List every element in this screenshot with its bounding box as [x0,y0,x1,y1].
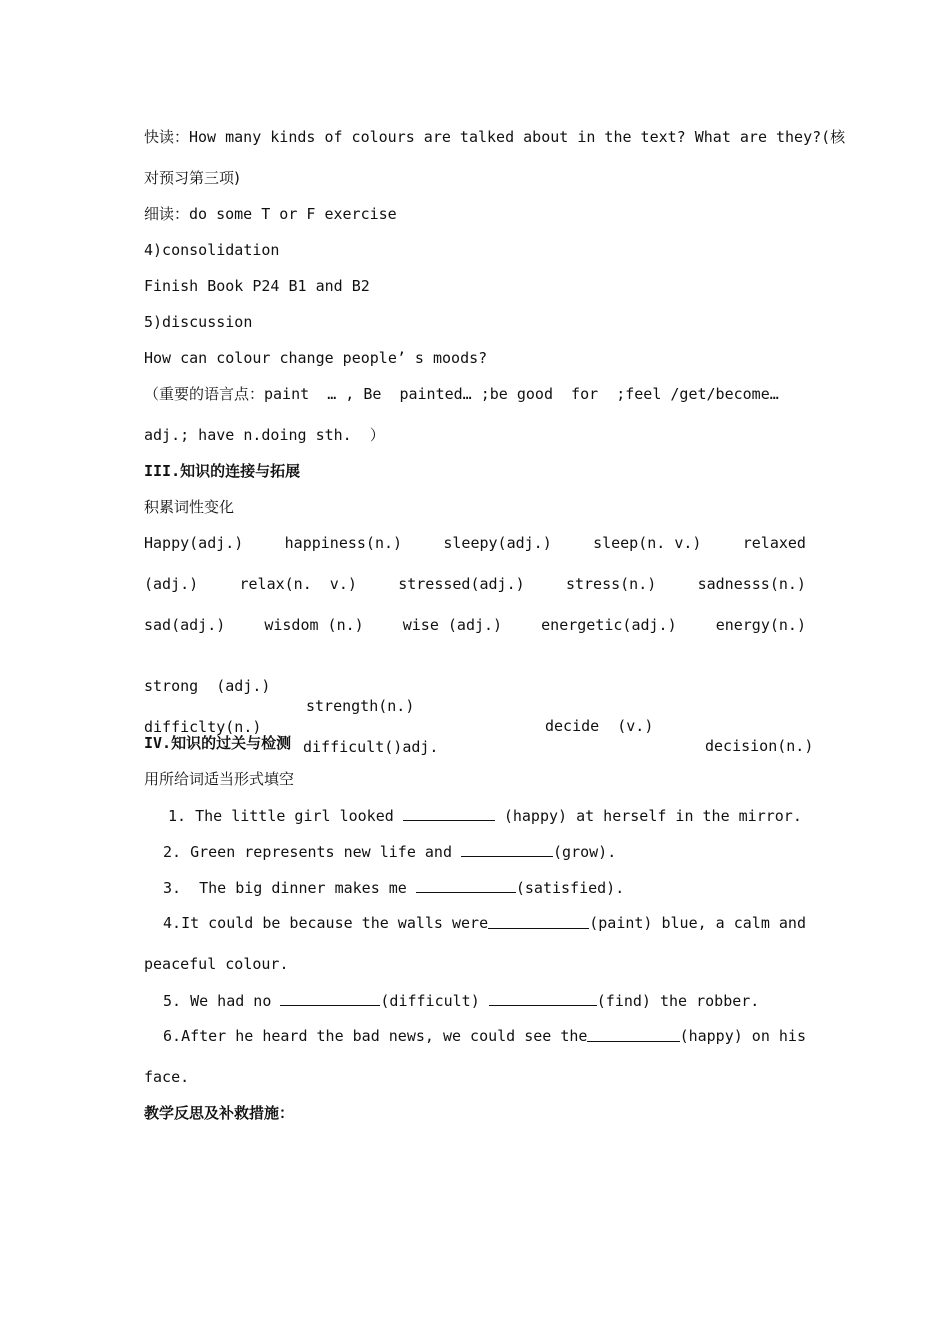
question-text: (paint) blue, a calm and [589,914,806,932]
word-form: energy(n.) [715,616,806,634]
word-form: sadnesss(n.) [697,575,806,593]
word-form-row [144,574,806,594]
exercise-4 [163,913,806,933]
word-form: (adj.) [144,575,199,593]
word-form: decision(n.) [705,737,814,755]
question-text: It could be because the walls were [181,914,489,932]
question-text: (grow). [553,843,617,861]
word-form: stress(n.) [565,575,657,593]
question-text: (difficult) [380,992,480,1010]
answer-blank[interactable] [489,990,597,1006]
word-form-row [144,615,806,635]
fast-reading-line-1: 快读：How many kinds of colours are talked about in the text? What are they?(核 [144,128,846,146]
word-form: strength(n.) [306,697,415,715]
question-text: The big dinner makes me [199,879,407,897]
word-form: sleep(n. v.) [593,534,702,552]
word-form: relaxed [742,534,806,552]
answer-blank[interactable] [403,805,495,821]
reflection-heading: 教学反思及补救措施： [144,1104,295,1122]
language-points-line-2: adj.; have n.doing sth. ） [144,426,385,444]
word-form: happiness(n.) [284,534,403,552]
detail-reading: 细读：do some T or F exercise [144,205,397,223]
language-points-line-1: （重要的语言点：paint … , Be painted… ;be good for ;feel /get/become… [144,385,779,403]
word-form: wise (adj.) [402,616,503,634]
answer-blank[interactable] [461,841,553,857]
word-form: relax(n. v.) [239,575,357,593]
word-form: Happy(adj.) [144,534,244,552]
exercise-4-continued: peaceful colour. [144,955,289,973]
exercise-6 [163,1026,806,1046]
word-form: stressed(adj.) [398,575,525,593]
question-text: Green represents new life and [190,843,452,861]
question-text: We had no [190,992,272,1010]
word-form: strong (adj.) [144,677,271,695]
question-number: 5. [163,992,182,1010]
discussion-question: How can colour change people’ s moods? [144,349,488,367]
question-number: 2. [163,843,182,861]
section-3-heading: III.知识的连接与拓展 [144,462,301,480]
fast-reading-line-2: 对预习第三项) [144,169,240,187]
question-text: (happy) on his [679,1027,806,1045]
section-4-subheading: 用所给词适当形式填空 [144,770,295,788]
question-text: (satisfied). [515,879,625,897]
discussion-heading: 5)discussion [144,313,253,331]
word-form: sad(adj.) [144,616,226,634]
word-form-row [144,533,806,553]
consolidation-task: Finish Book P24 B1 and B2 [144,277,370,295]
answer-blank[interactable] [488,913,589,929]
exercise-2 [163,841,616,862]
question-number: 4. [163,914,182,932]
word-form: difficlty(n.) [144,718,262,736]
question-number: 3. [163,879,182,897]
word-form: decide (v.) [545,717,654,735]
exercise-3 [163,877,624,898]
question-text: (happy) at herself in the mirror. [503,807,802,825]
exercise-5 [163,990,759,1011]
section-3-subheading: 积累词性变化 [144,498,235,516]
question-text: After he heard the bad news, we could see the [181,1027,588,1045]
section-4-heading: IV.知识的过关与检测 [144,734,292,752]
word-form: energetic(adj.) [541,616,677,634]
answer-blank[interactable] [280,990,380,1006]
word-form: wisdom (n.) [264,616,364,634]
word-form: sleepy(adj.) [443,534,552,552]
question-text: (find) the robber. [596,992,760,1010]
exercise-6-continued: face. [144,1068,190,1086]
answer-blank[interactable] [587,1026,679,1042]
answer-blank[interactable] [416,877,516,893]
consolidation-heading: 4)consolidation [144,241,280,259]
question-text: The little girl looked [195,807,394,825]
question-number: 6. [163,1027,182,1045]
question-number: 1. [168,807,187,825]
exercise-1 [168,805,802,826]
word-form: difficult()adj. [303,738,439,756]
